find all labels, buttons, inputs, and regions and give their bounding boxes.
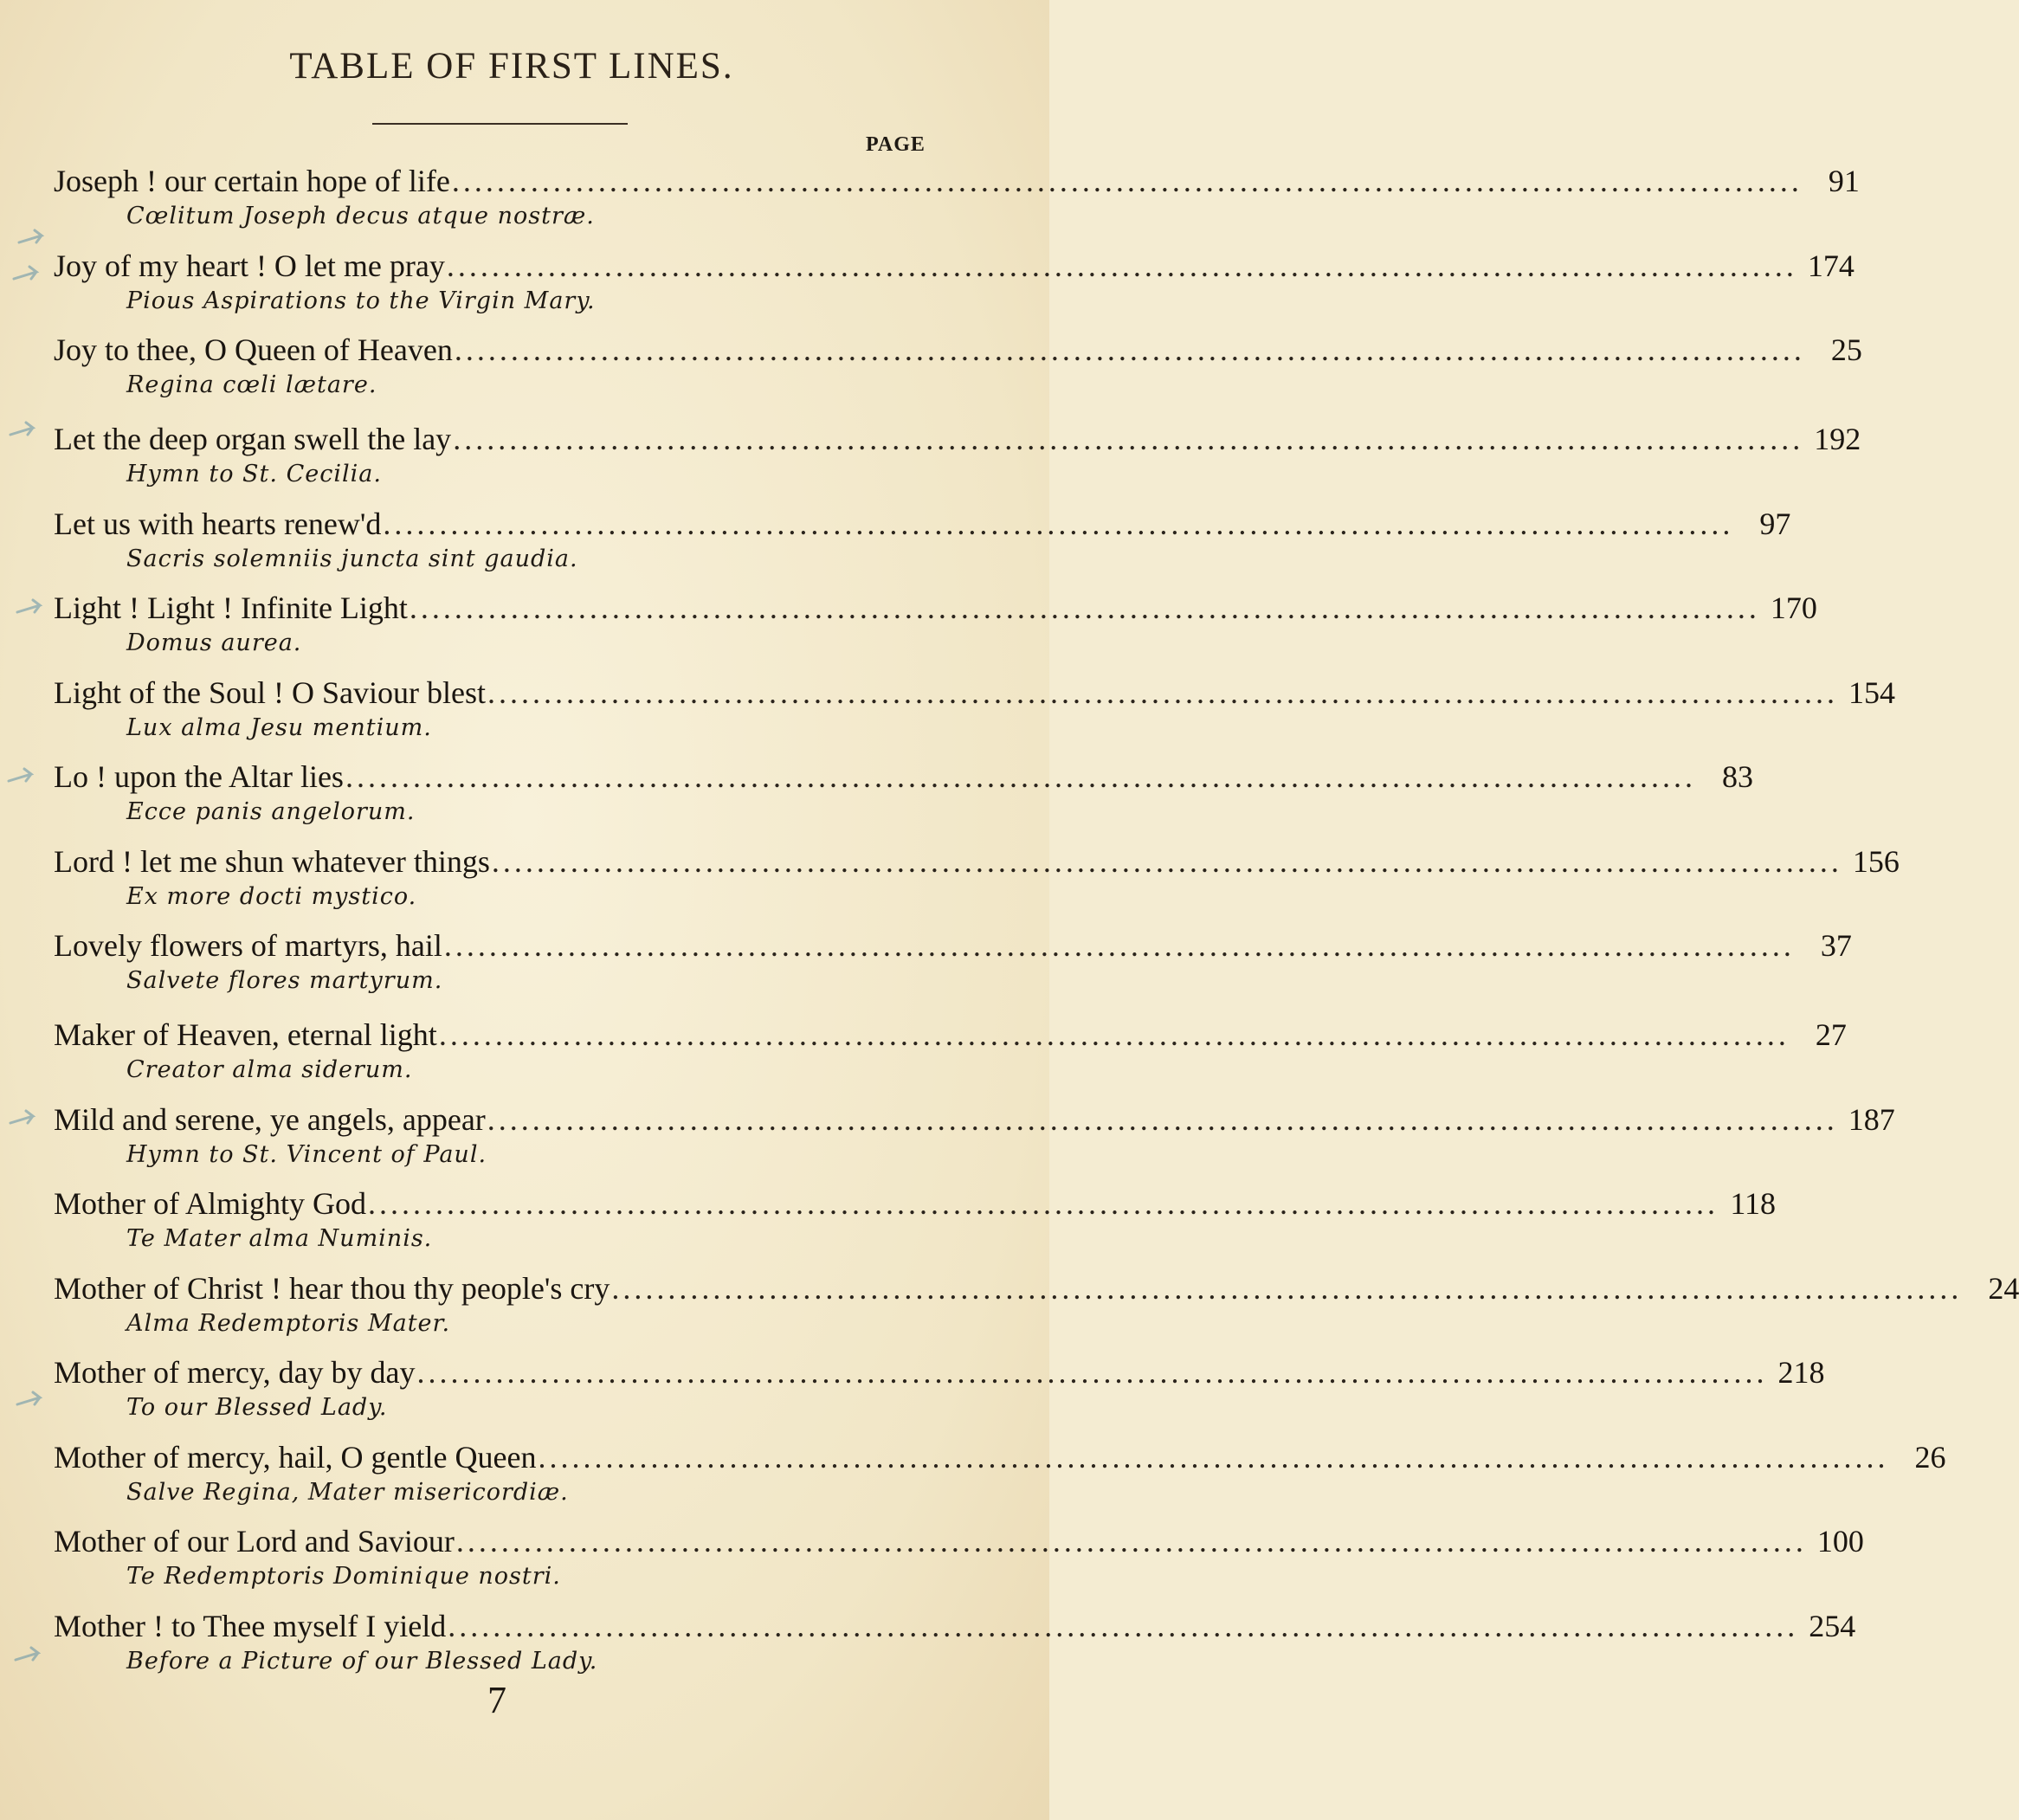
first-line-text: Mother of mercy, hail, O gentle Queen <box>54 1439 537 1475</box>
page-title: TABLE OF FIRST LINES. <box>289 46 734 87</box>
dot-leader: ........................................................................................................................ <box>453 422 1804 456</box>
first-line-row <box>54 927 1852 972</box>
first-line-text: Mother ! to Thee myself I yield <box>54 1608 447 1643</box>
page-reference: 27 <box>1815 1017 1847 1052</box>
page-number: 7 <box>487 1679 506 1721</box>
page-reference: 118 <box>1730 1186 1776 1221</box>
first-line-row <box>54 332 1862 377</box>
first-line-text: Joy to thee, O Queen of Heaven <box>54 332 453 367</box>
list-item <box>0 1608 1856 1693</box>
first-line-text: Lo ! upon the Altar lies <box>54 759 344 794</box>
page-reference: 192 <box>1814 422 1861 456</box>
latin-subtitle: Salve Regina, Mater misericordiæ. <box>126 1478 569 1506</box>
list-item <box>0 248 1855 332</box>
first-line-row <box>54 843 1900 888</box>
page-reference: 156 <box>1852 843 1900 879</box>
first-line-row <box>54 1016 1847 1062</box>
first-line-text: Maker of Heaven, eternal light <box>54 1017 437 1052</box>
first-line-text: Light of the Soul ! O Saviour blest <box>54 674 486 710</box>
latin-subtitle: Ecce panis angelorum. <box>126 798 416 825</box>
dot-leader: ........................................................................................................................ <box>487 674 1838 710</box>
first-line-row <box>54 1270 2019 1315</box>
latin-subtitle: Regina cœli lætare. <box>126 371 377 398</box>
latin-subtitle: Lux alma Jesu mentium. <box>126 713 432 741</box>
first-line-text: Mother of Almighty God <box>54 1186 366 1221</box>
title-rule <box>372 123 628 125</box>
dot-leader: ........................................................................................................................ <box>438 1017 1790 1052</box>
first-line-row <box>54 590 1817 635</box>
dot-leader: ........................................................................................................................ <box>383 506 1734 541</box>
dot-leader: ........................................................................................................................ <box>491 843 1842 879</box>
first-line-text: Mother of mercy, day by day <box>54 1355 416 1390</box>
first-line-row <box>54 1185 1776 1230</box>
page-reference: 91 <box>1828 164 1860 198</box>
dot-leader: ........................................................................................................................ <box>611 1270 1963 1306</box>
list-item <box>0 1016 1847 1101</box>
page-reference: 174 <box>1807 248 1855 283</box>
list-item <box>0 421 1861 506</box>
first-line-text: Light ! Light ! Infinite Light <box>54 591 408 625</box>
list-item <box>0 674 1895 759</box>
page-reference: 218 <box>1777 1355 1825 1390</box>
latin-subtitle: Ex more docti mystico. <box>126 882 417 910</box>
first-line-text: Lovely flowers of martyrs, hail <box>54 928 442 963</box>
first-line-row <box>54 248 1855 293</box>
page-reference: 97 <box>1759 506 1791 541</box>
first-line-text: Mother of Christ ! hear thou thy people's cry <box>54 1270 610 1306</box>
dot-leader: ........................................................................................................................ <box>487 1101 1838 1137</box>
dot-leader: ........................................................................................................................ <box>451 164 1803 198</box>
page-reference: 37 <box>1820 928 1852 963</box>
list-item <box>0 843 1900 928</box>
latin-subtitle: Alma Redemptoris Mater. <box>126 1309 451 1337</box>
list-item <box>0 332 1862 421</box>
dot-leader: ........................................................................................................................ <box>416 1355 1768 1390</box>
page-reference: 26 <box>1914 1439 1946 1475</box>
first-line-row <box>54 1608 1856 1653</box>
page-reference: 170 <box>1770 591 1817 625</box>
list-item <box>0 1439 1946 1524</box>
latin-subtitle: Te Mater alma Numinis. <box>126 1225 433 1252</box>
dot-leader: ........................................................................................................................ <box>367 1186 1719 1221</box>
first-line-row <box>54 163 1860 208</box>
list-item <box>0 1101 1895 1186</box>
latin-subtitle: Sacris solemniis juncta sint gaudia. <box>126 545 578 572</box>
first-line-row <box>54 1354 1825 1399</box>
latin-subtitle: Te Redemptoris Dominique nostri. <box>126 1563 561 1590</box>
dot-leader: ........................................................................................................................ <box>446 248 1797 283</box>
first-line-row <box>54 674 1895 720</box>
page-reference: 254 <box>1809 1608 1856 1643</box>
dot-leader: ........................................................................................................................ <box>409 591 1760 625</box>
first-line-text: Joseph ! our certain hope of life <box>54 164 450 198</box>
first-lines-list <box>0 163 2019 1692</box>
page-column-label: PAGE <box>866 133 926 156</box>
list-item <box>0 1270 2019 1355</box>
dot-leader: ........................................................................................................................ <box>538 1439 1889 1475</box>
first-line-row <box>54 1439 1946 1484</box>
list-item <box>0 1523 1864 1608</box>
page-reference: 25 <box>1830 332 1862 367</box>
list-item <box>0 590 1817 674</box>
latin-subtitle: Hymn to St. Vincent of Paul. <box>126 1140 487 1168</box>
first-line-text: Let the deep organ swell the lay <box>54 422 452 456</box>
latin-subtitle: Before a Picture of our Blessed Lady. <box>126 1647 598 1675</box>
latin-subtitle: Domus aurea. <box>126 629 302 656</box>
latin-subtitle: Hymn to St. Cecilia. <box>126 461 382 487</box>
dot-leader: ........................................................................................................................ <box>443 928 1795 963</box>
first-line-row <box>54 1101 1895 1146</box>
first-line-row <box>54 506 1791 551</box>
dot-leader: ........................................................................................................................ <box>345 759 1696 794</box>
list-item <box>0 1185 1776 1270</box>
page-reference: 24 <box>1988 1270 2019 1306</box>
page-reference: 187 <box>1848 1101 1895 1137</box>
latin-subtitle: Cœlitum Joseph decus atque nostræ. <box>126 203 595 229</box>
list-item <box>0 163 1860 248</box>
dot-leader: ........................................................................................................................ <box>448 1608 1799 1643</box>
latin-subtitle: Salvete flores martyrum. <box>126 967 443 994</box>
first-line-text: Lord ! let me shun whatever things <box>54 843 490 879</box>
latin-subtitle: To our Blessed Lady. <box>126 1394 388 1421</box>
dot-leader: ........................................................................................................................ <box>455 1524 1807 1559</box>
page-reference: 83 <box>1721 759 1753 794</box>
page-reference: 154 <box>1848 674 1895 710</box>
page-reference: 100 <box>1816 1524 1864 1559</box>
first-line-text: Joy of my heart ! O let me pray <box>54 248 445 283</box>
list-item <box>0 758 1753 843</box>
latin-subtitle: Pious Aspirations to the Virgin Mary. <box>126 287 596 314</box>
first-line-text: Mild and serene, ye angels, appear <box>54 1101 486 1137</box>
first-line-text: Let us with hearts renew'd <box>54 506 382 541</box>
first-line-row <box>54 421 1861 466</box>
first-line-row <box>54 1523 1864 1568</box>
latin-subtitle: Creator alma siderum. <box>126 1056 413 1083</box>
list-item <box>0 506 1791 591</box>
first-line-text: Mother of our Lord and Saviour <box>54 1524 455 1559</box>
list-item <box>0 1354 1825 1439</box>
first-line-row <box>54 758 1753 804</box>
dot-leader: ........................................................................................................................ <box>454 332 1805 367</box>
list-item <box>0 927 1852 1016</box>
